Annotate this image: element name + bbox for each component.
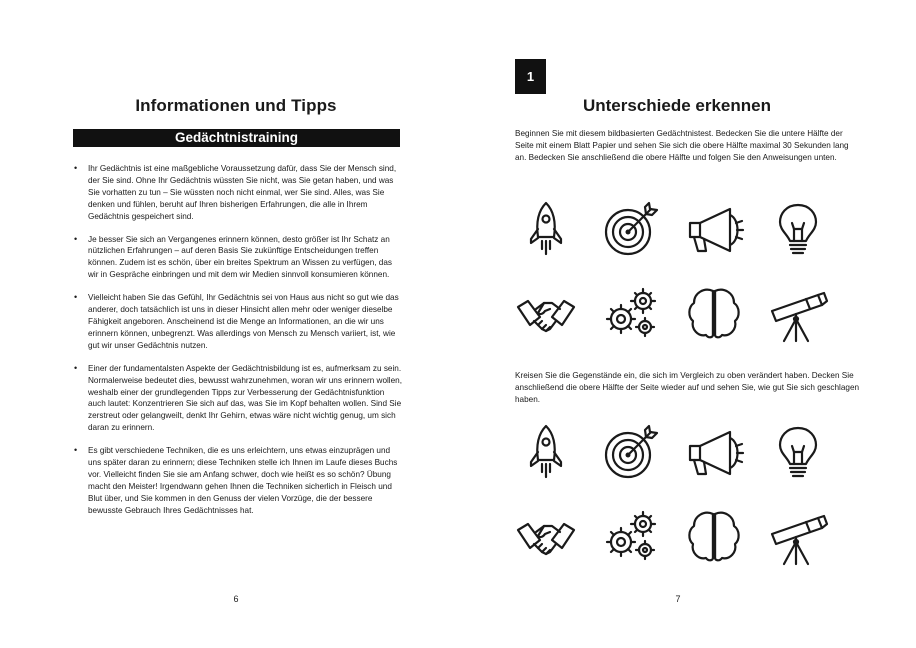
target-icon [599,197,663,261]
gears-icon [599,504,663,568]
megaphone-icon [682,420,746,484]
list-item [72,445,402,516]
list-item [72,363,402,434]
right-page [458,0,916,648]
list-item [72,163,402,223]
icon-grid-bottom [514,420,834,556]
bullet-icon: • [74,163,78,173]
list-item-text: Je besser Sie sich an Vergangenes erinnern können, desto größer ist Ihr Schatz an nützlichen Erfahrungen – auf deren Basis Sie zukünftige Entscheidungen treffen können. Zudem ist es schön, über ein breites Spektrum an Wissen zu verfügen, das wir in Gespräche einbringen und mit dem wir Medien sinnvoll konsumieren können. [88,234,393,280]
brain-icon [682,504,746,568]
chapter-number-badge: 1 [515,59,546,94]
intro-paragraph: Beginnen Sie mit diesem bildbasierten Gedächtnistest. Bedecken Sie die untere Hälfte der Seite mit einem Blatt Papier und sehen Sie sich die obere Hälfte maximal 30 Sekunden lang an. Bedecken Sie anschließend die obere Hälfte und folgen Sie den Anweisungen unten. [515,129,849,162]
handshake-icon [514,281,578,345]
target-icon [599,420,663,484]
icon-grid-top [514,197,834,333]
bullet-icon: • [74,362,78,373]
telescope-icon [766,281,830,345]
list-item-text: Es gibt verschiedene Techniken, die es uns erleichtern, uns etwas einzuprägen und uns später daran zu erinnern; diese Techniken stelle ich Ihnen im Laufe dieses Buchs vor. Vielleicht finden Sie sie am Anfang schwer, doch wie heißt es so schön? Übung macht den Meister! Irgendwann gehen Ihnen die Techniken sicherlich in Fleisch und Blut über, und Sie kommen in den Genuss der vielen Vorzüge, die der bessere bewusste Gebrauch Ihres Gedächtnisses hat. [88,446,398,515]
list-item-text: Vielleicht haben Sie das Gefühl, Ihr Gedächtnis sei von Haus aus nicht so gut wie das anderer, doch tatsächlich ist uns in dieser Hinsicht allen mehr oder weniger dieselbe Fähigkeit angeboren. Anscheinend ist die Menge an Informationen, an die wir uns erinnern können, unbegrenzt. Was allerdings von Mensch zu Mensch variiert, ist, wie gut wir unser Gedächtnis nutzen. [88,293,399,350]
bullet-list [72,163,402,528]
page-number: 7 [675,594,681,604]
list-item-text: Ihr Gedächtnis ist eine maßgebliche Voraussetzung dafür, dass Sie der Mensch sind, der Sie sind. Ohne Ihr Gedächtnis wüssten Sie nicht, was Sie getan haben, und was Sie vorhatten zu tun – Sie wüssten noch nicht einmal, wer Sie sind. Alles, was Sie denken und fühlen, beruht auf Ihren bisherigen Erfahrungen, die alle in Ihrem Gedächtnis gespeichert sind. [88,164,397,221]
bullet-icon: • [74,445,78,456]
list-item [72,234,402,282]
bullet-icon: • [74,292,78,303]
page-title: Informationen und Tipps [135,96,337,115]
instruction-paragraph: Kreisen Sie die Gegenstände ein, die sich im Vergleich zu oben verändert haben. Decken Sie anschließend die obere Hälfte der Seite wieder auf und sehen Sie, wie gut Sie sich geschlagen haben. [515,371,860,404]
brain-icon [682,281,746,345]
page-number: 6 [233,594,239,604]
list-item-text: Einer der fundamentalsten Aspekte der Gedächtnisbildung ist es, aufmerksam zu sein. Normalerweise bedeutet dies, bewusst wahrzunehmen, woran wir uns erinnern wollen, weshalb einer der grundlegenden Tipps zur Verbesserung der Gedächtnisfunktion auch lautet: Konzentrieren Sie sich auf das, was Sie im Kopf behalten wollen. Sind Sie zerstreut oder gelangweilt, denkt Ihr Gehirn, etwas wäre nicht wichtig genug, um sich daran zu erinnern. [88,363,403,433]
lightbulb-icon [766,420,830,484]
bullet-icon: • [74,233,78,244]
exercise-title: Unterschiede erkennen [582,96,771,115]
megaphone-icon [682,197,746,261]
list-item [72,292,402,352]
section-banner: Gedächtnistraining [73,129,400,147]
rocket-icon [514,420,578,484]
gears-icon [599,281,663,345]
lightbulb-icon [766,197,830,261]
telescope-icon [766,504,830,568]
handshake-icon [514,504,578,568]
rocket-icon [514,197,578,261]
